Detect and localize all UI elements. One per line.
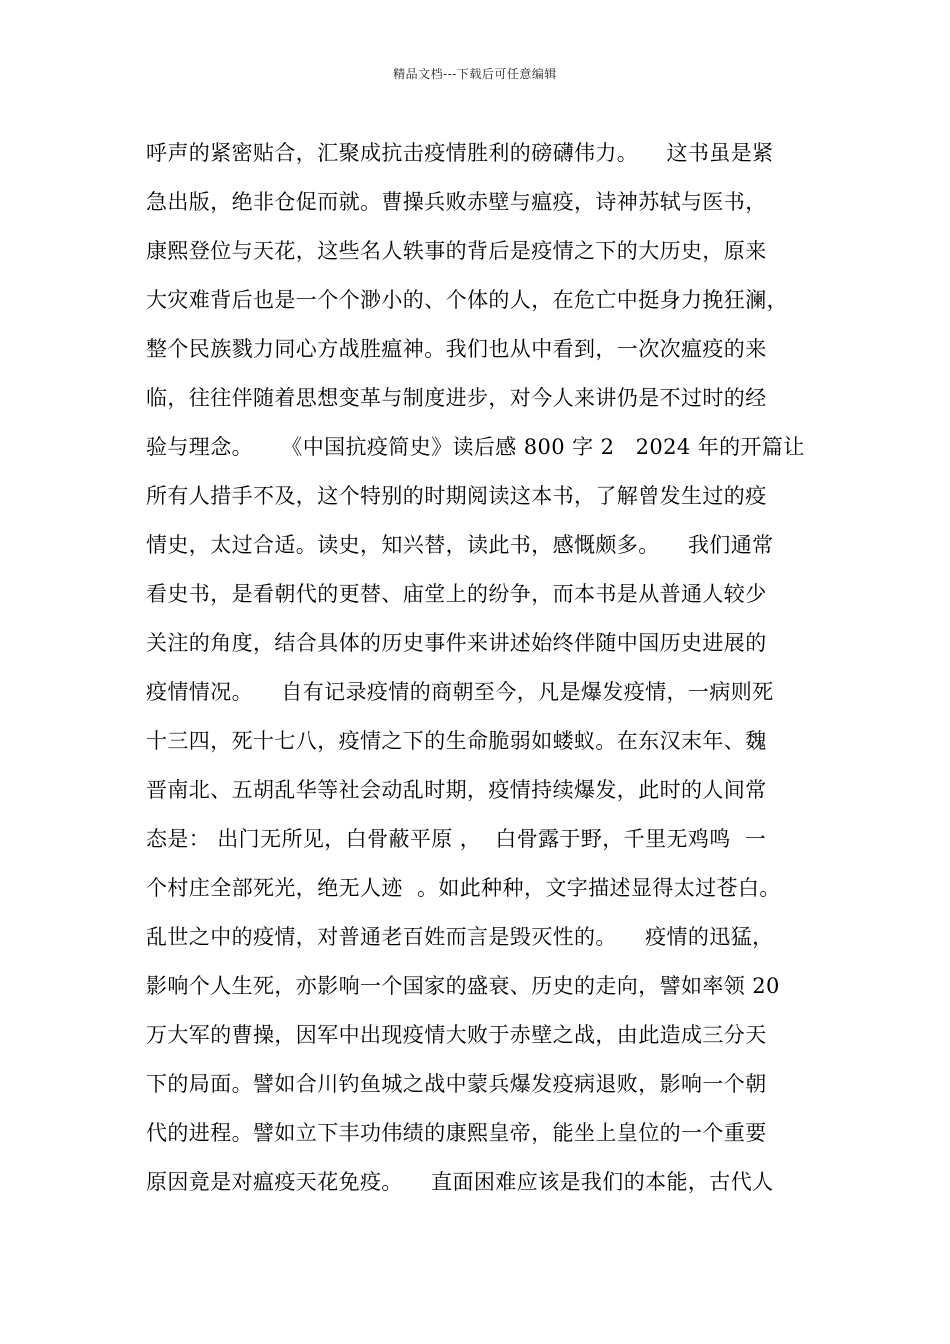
text-line: 十三四，死十七八，疫情之下的生命脆弱如蝼蚁。在东汉末年、魏 xyxy=(146,729,767,753)
text-line: 乱世之中的疫情，对普通老百姓而言是毁灭性的。 疫情的迅猛， xyxy=(146,925,774,949)
text-line: 关注的角度，结合具体的历史事件来讲述始终伴随中国历史进展的 xyxy=(146,631,767,655)
text-line: 急出版，绝非仓促而就。曹操兵败赤壁与瘟疫，诗神苏轼与医书， xyxy=(146,190,767,214)
text-line: 康熙登位与天花，这些名人轶事的背后是疫情之下的大历史，原来 xyxy=(146,239,767,263)
text-line: 临，往往伴随着思想变革与制度进步，对今人来讲仍是不过时的经 xyxy=(146,386,767,410)
text-line: 验与理念。 《中国抗疫简史》读后感 800 字 2 2024 年的开篇让 xyxy=(146,435,805,459)
text-line: 原因竟是对瘟疫天花免疫。 直面困难应该是我们的本能，古代人 xyxy=(146,1170,774,1194)
text-line: 态是： 出门无所见，白骨蔽平原 ， 白骨露于野，千里无鸡鸣 一 xyxy=(146,827,767,851)
text-line: 影响个人生死，亦影响一个国家的盛衰、历史的走向，譬如率领 20 xyxy=(146,974,780,998)
text-line: 情史，太过合适。读史，知兴替，读此书，感慨颇多。 我们通常 xyxy=(146,533,774,557)
body-text xyxy=(146,129,826,1207)
text-line: 呼声的紧密贴合，汇聚成抗击疫情胜利的磅礴伟力。 这书虽是紧 xyxy=(146,141,774,165)
text-line: 所有人措手不及，这个特别的时期阅读这本书，了解曾发生过的疫 xyxy=(146,484,767,508)
text-line: 疫情情况。 自有记录疫情的商朝至今，凡是爆发疫情，一病则死 xyxy=(146,680,774,704)
text-line: 下的局面。譬如合川钓鱼城之战中蒙兵爆发疫病退败，影响一个朝 xyxy=(146,1072,767,1096)
text-line: 万大军的曹操，因军中出现疫情大败于赤壁之战，由此造成三分天 xyxy=(146,1023,767,1047)
text-line: 看史书，是看朝代的更替、庙堂上的纷争，而本书是从普通人较少 xyxy=(146,582,767,606)
text-line: 个村庄全部死光，绝无人迹 。如此种种，文字描述显得太过苍白。 xyxy=(146,876,781,900)
page-header: 精品文档---下载后可任意编辑 xyxy=(393,67,557,81)
text-line: 整个民族戮力同心方战胜瘟神。我们也从中看到，一次次瘟疫的来 xyxy=(146,337,767,361)
text-line: 代的进程。譬如立下丰功伟绩的康熙皇帝，能坐上皇位的一个重要 xyxy=(146,1121,767,1145)
text-line: 晋南北、五胡乱华等社会动乱时期，疫情持续爆发，此时的人间常 xyxy=(146,778,767,802)
text-line: 大灾难背后也是一个个渺小的、个体的人，在危亡中挺身力挽狂澜， xyxy=(146,288,788,312)
